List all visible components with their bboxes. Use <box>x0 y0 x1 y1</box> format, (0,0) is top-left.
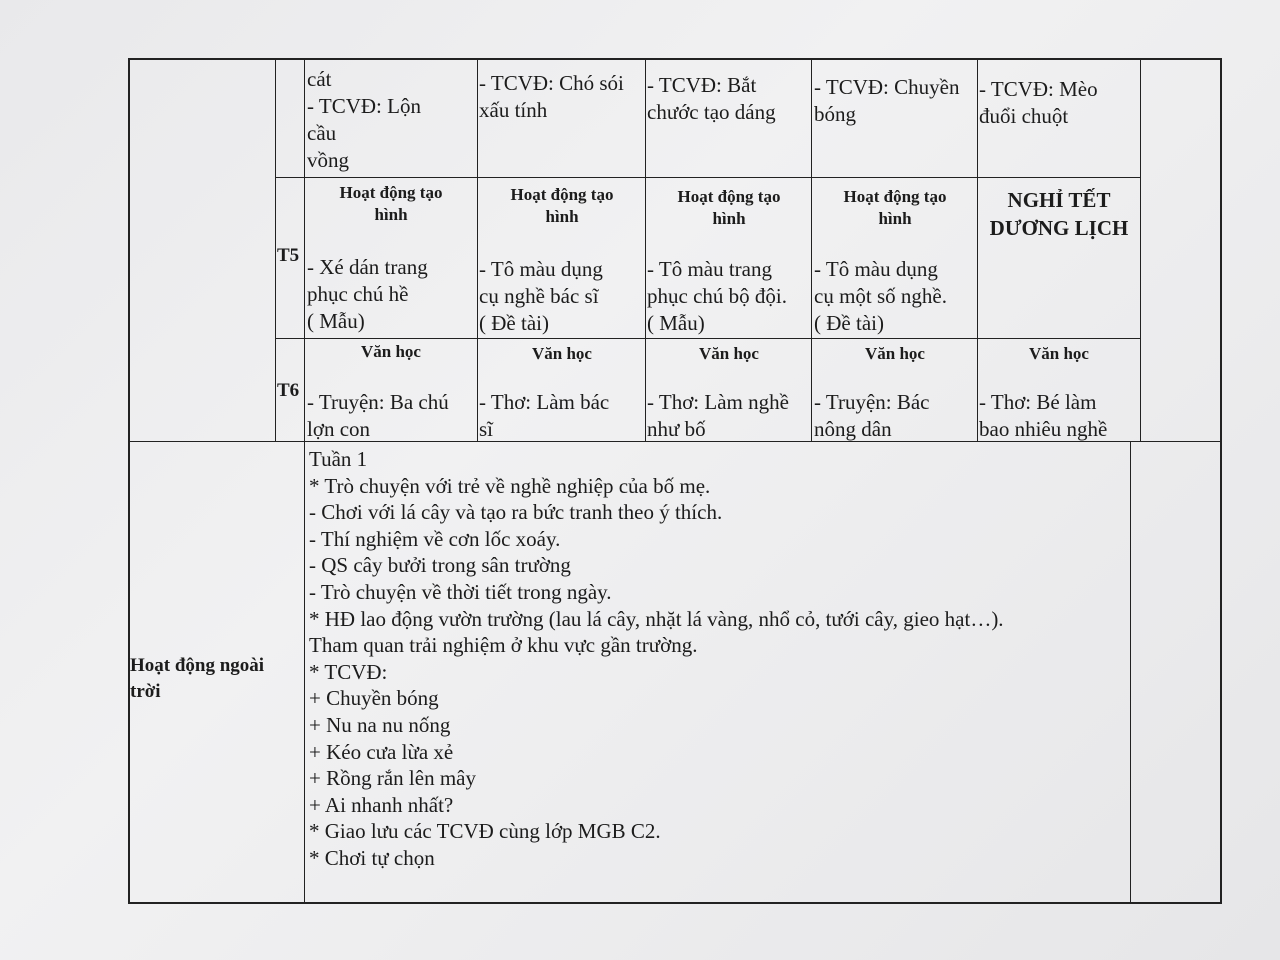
column-heading: Văn học <box>361 342 421 361</box>
plan-line: + Chuyền bóng <box>309 686 439 711</box>
column-heading: Văn học <box>865 344 925 363</box>
plan-line: - Thí nghiệm về cơn lốc xoáy. <box>309 526 561 551</box>
table-divider <box>1130 442 1131 904</box>
column-heading: Hoạt động tạo hình <box>843 187 947 228</box>
table-cell: - Thơ: Bé làm bao nhiêu nghề <box>979 390 1108 441</box>
table-cell: - TCVĐ: Chuyền bóng <box>814 75 960 126</box>
day-label: T6 <box>277 380 300 401</box>
table-divider <box>275 177 1140 178</box>
plan-line: + Rồng rắn lên mây <box>309 766 476 791</box>
plan-line: + Ai nhanh nhất? <box>309 792 454 817</box>
table-cell: - TCVĐ: Mèo đuổi chuột <box>979 77 1098 128</box>
plan-line: Tham quan trải nghiệm ở khu vực gần trường. <box>309 633 698 658</box>
table-divider <box>275 338 1140 339</box>
column-heading: Hoạt động tạo hình <box>677 187 781 228</box>
activity-plan <box>309 446 1124 872</box>
day-label: T5 <box>277 245 300 266</box>
table-cell: - TCVĐ: Chó sói xấu tính <box>479 71 624 122</box>
column-heading: Văn học <box>699 344 759 363</box>
table-cell: - Xé dán trang phục chú hề ( Mẫu) <box>307 255 428 333</box>
plan-line: * Chơi tự chọn <box>309 845 435 870</box>
plan-line: - Trò chuyện về thời tiết trong ngày. <box>309 579 612 604</box>
plan-line: * Trò chuyện với trẻ về nghề nghiệp của bố mẹ. <box>309 473 711 498</box>
plan-line: - QS cây bưởi trong sân trường <box>309 553 571 578</box>
table-cell: cát - TCVĐ: Lộn cầu vồng <box>307 67 421 172</box>
table-divider <box>477 58 478 442</box>
table-cell: - Thơ: Làm nghề như bố <box>647 390 789 441</box>
table-cell: - Thơ: Làm bác sĩ <box>479 390 610 441</box>
column-heading: Văn học <box>1029 344 1089 363</box>
table-cell: - Tô màu dụng cụ một số nghề. ( Đề tài) <box>814 257 947 335</box>
section-label: Hoạt động ngoài trời <box>130 655 265 702</box>
table-cell: - Truyện: Bác nông dân <box>814 390 930 441</box>
column-heading: Hoạt động tạo hình <box>510 185 614 226</box>
plan-line: * Giao lưu các TCVĐ cùng lớp MGB C2. <box>309 819 661 844</box>
table-cell: - Tô màu dụng cụ nghề bác sĩ ( Đề tài) <box>479 257 603 335</box>
column-heading: Hoạt động tạo hình <box>339 183 443 224</box>
plan-line: * TCVĐ: <box>309 659 388 684</box>
plan-line: - Chơi với lá cây và tạo ra bức tranh theo ý thích. <box>309 500 723 525</box>
column-heading: Văn học <box>532 344 592 363</box>
table-divider <box>275 58 276 442</box>
plan-line: + Nu na nu nống <box>309 712 451 737</box>
table-cell: - Tô màu trang phục chú bộ đội. ( Mẫu) <box>647 257 787 335</box>
table-cell: - Truyện: Ba chú lợn con <box>307 390 449 441</box>
table-divider <box>1140 58 1141 442</box>
holiday-note: NGHỈ TẾT DƯƠNG LỊCH <box>989 188 1129 240</box>
table-cell: - TCVĐ: Bắt chước tạo dáng <box>647 73 776 124</box>
plan-line: Tuần 1 <box>309 447 368 471</box>
table-divider <box>304 58 305 904</box>
plan-line: * HĐ lao động vườn trường (lau lá cây, nhặt lá vàng, nhổ cỏ, tưới cây, gieo hạt…). <box>309 606 1004 631</box>
plan-line: + Kéo cưa lừa xẻ <box>309 739 454 764</box>
